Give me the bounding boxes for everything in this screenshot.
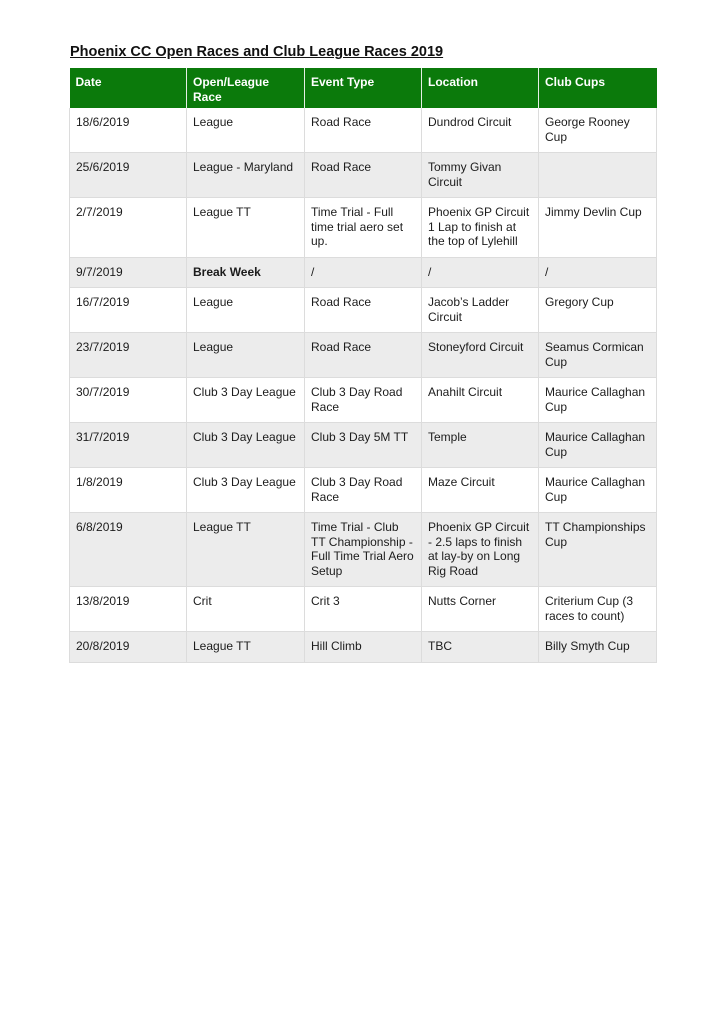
cell-date: 23/7/2019 [70, 333, 187, 378]
cell-race-type: League [187, 288, 305, 333]
cell-race-type: League TT [187, 632, 305, 663]
cell-location: / [422, 257, 539, 288]
cell-location: TBC [422, 632, 539, 663]
cell-club-cup [539, 153, 657, 198]
cell-event-type: Time Trial - Full time trial aero set up. [305, 198, 422, 258]
cell-event-type: Club 3 Day Road Race [305, 378, 422, 423]
table-row [70, 288, 657, 333]
table-row [70, 257, 657, 288]
cell-date: 6/8/2019 [70, 513, 187, 587]
cell-race-type: Club 3 Day League [187, 378, 305, 423]
table-row [70, 468, 657, 513]
document-title: Phoenix CC Open Races and Club League Races 2019 [70, 44, 444, 60]
cell-club-cup: Maurice Callaghan Cup [539, 468, 657, 513]
cell-date: 25/6/2019 [70, 153, 187, 198]
cell-event-type: Club 3 Day 5M TT [305, 423, 422, 468]
table-row [70, 513, 657, 587]
cell-location: Nutts Corner [422, 587, 539, 632]
cell-location: Dundrod Circuit [422, 108, 539, 153]
cell-event-type: / [305, 257, 422, 288]
cell-club-cup: Gregory Cup [539, 288, 657, 333]
cell-location: Stoneyford Circuit [422, 333, 539, 378]
table-row [70, 153, 657, 198]
cell-date: 1/8/2019 [70, 468, 187, 513]
cell-club-cup: Seamus Cormican Cup [539, 333, 657, 378]
cell-club-cup: Jimmy Devlin Cup [539, 198, 657, 258]
cell-event-type: Road Race [305, 333, 422, 378]
table-row [70, 632, 657, 663]
table-row [70, 198, 657, 258]
table-row [70, 108, 657, 153]
cell-race-type: Crit [187, 587, 305, 632]
cell-event-type: Hill Climb [305, 632, 422, 663]
cell-club-cup: / [539, 257, 657, 288]
cell-race-type: League - Maryland [187, 153, 305, 198]
cell-location: Maze Circuit [422, 468, 539, 513]
race-schedule-table [69, 68, 657, 663]
cell-club-cup: Maurice Callaghan Cup [539, 423, 657, 468]
cell-race-type: League TT [187, 198, 305, 258]
cell-race-type: League [187, 333, 305, 378]
cell-race-type: Club 3 Day League [187, 468, 305, 513]
cell-club-cup: Billy Smyth Cup [539, 632, 657, 663]
column-header-date: Date [70, 68, 187, 108]
cell-date: 20/8/2019 [70, 632, 187, 663]
cell-club-cup: TT Championships Cup [539, 513, 657, 587]
table-header-row [70, 68, 657, 108]
cell-race-type: Club 3 Day League [187, 423, 305, 468]
cell-date: 31/7/2019 [70, 423, 187, 468]
cell-location: Temple [422, 423, 539, 468]
cell-club-cup: George Rooney Cup [539, 108, 657, 153]
cell-event-type: Time Trial - Club TT Championship - Full Time Trial Aero Setup [305, 513, 422, 587]
cell-event-type: Road Race [305, 288, 422, 333]
column-header-event-type: Event Type [305, 68, 422, 108]
cell-date: 2/7/2019 [70, 198, 187, 258]
cell-club-cup: Criterium Cup (3 races to count) [539, 587, 657, 632]
cell-event-type: Crit 3 [305, 587, 422, 632]
cell-location: Jacob’s Ladder Circuit [422, 288, 539, 333]
column-header-club-cups: Club Cups [539, 68, 657, 108]
cell-location: Phoenix GP Circuit 1 Lap to finish at the top of Lylehill [422, 198, 539, 258]
cell-race-type: League [187, 108, 305, 153]
table-row [70, 333, 657, 378]
cell-location: Tommy Givan Circuit [422, 153, 539, 198]
cell-date: 9/7/2019 [70, 257, 187, 288]
cell-event-type: Road Race [305, 153, 422, 198]
cell-race-type: Break Week [187, 257, 305, 288]
cell-date: 30/7/2019 [70, 378, 187, 423]
column-header-location: Location [422, 68, 539, 108]
cell-club-cup: Maurice Callaghan Cup [539, 378, 657, 423]
cell-date: 18/6/2019 [70, 108, 187, 153]
cell-location: Anahilt Circuit [422, 378, 539, 423]
cell-race-type: League TT [187, 513, 305, 587]
table-row [70, 587, 657, 632]
cell-event-type: Club 3 Day Road Race [305, 468, 422, 513]
cell-date: 13/8/2019 [70, 587, 187, 632]
cell-event-type: Road Race [305, 108, 422, 153]
table-row [70, 423, 657, 468]
table-row [70, 378, 657, 423]
cell-date: 16/7/2019 [70, 288, 187, 333]
column-header-race-type: Open/League Race [187, 68, 305, 108]
cell-location: Phoenix GP Circuit - 2.5 laps to finish at lay-by on Long Rig Road [422, 513, 539, 587]
